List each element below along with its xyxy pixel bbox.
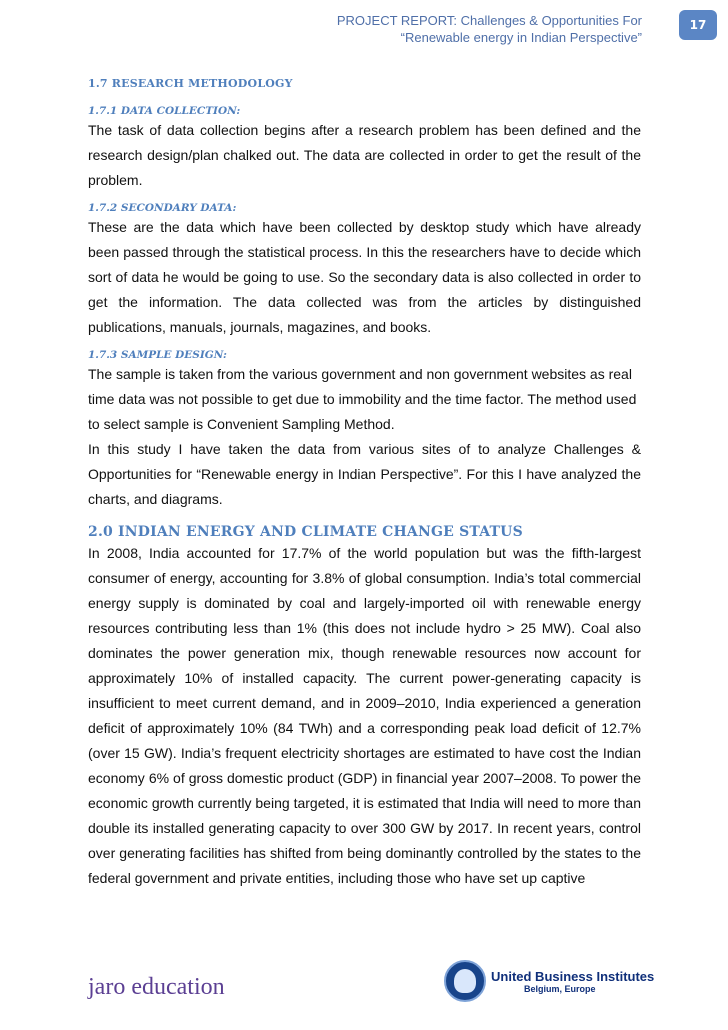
sample-design-paragraph-1: The sample is taken from the various government and non government websites as real time data was not possible to get due to immobility and the time factor. The method used to select sample is Convenient Sampling Method. bbox=[88, 366, 637, 432]
header-title-line-2: “Renewable energy in Indian Perspective” bbox=[400, 30, 642, 45]
institute-seal-icon bbox=[444, 960, 486, 1002]
institute-location: Belgium, Europe bbox=[524, 984, 596, 994]
running-header bbox=[222, 12, 642, 46]
energy-status-paragraph: In 2008, India accounted for 17.7% of the world population but was the fifth-largest consumer of energy, accounting for 3.8% of global consumption. India’s total commercial energy supply is dominated by coal and largely-imported oil with renewable energy resources contributing less than 1% (this does not include hydro > 25 MW). Coal also dominates the power generation mix, though renewable resources now account for approximately 10% of installed capacity. The current power-generating capacity is insufficient to meet current demand, and in 2009–2010, India experienced a generation deficit of approximately 10% (84 TWh) and a corresponding peak load deficit of 12.7% (over 15 GW). India’s frequent electricity shortages are estimated to have cost the Indian economy 6% of gross domestic product (GDP) in financial year 2007–2008. To power the economic growth currently being targeted, it is estimated that India will need to more than double its installed generating capacity to over 300 GW by 2017. In recent years, control over generating facilities has shifted from being dominantly controlled by the states to the federal government and private entities, including those who have set up captive bbox=[88, 545, 641, 886]
secondary-data-paragraph: These are the data which have been collected by desktop study which have already been passed through the statistical process. In this the researchers have to decide which sort of data he would be going to use. So the secondary data is also collected in order to get the information. The data collected was from the articles by distinguished publications, manuals, journals, magazines, and books. bbox=[88, 219, 641, 335]
page-number-badge: 17 bbox=[679, 10, 717, 40]
research-methodology-heading: 1.7 RESEARCH METHODOLOGY bbox=[88, 77, 293, 90]
jaro-education-brand: jaro education bbox=[88, 974, 225, 1000]
data-collection-heading: 1.7.1 DATA COLLECTION: bbox=[88, 105, 241, 117]
secondary-data-heading: 1.7.2 SECONDARY DATA: bbox=[88, 202, 237, 214]
data-collection-paragraph: The task of data collection begins after a research problem has been defined and the research design/plan chalked out. The data are collected in order to get the result of the problem. bbox=[88, 122, 641, 188]
energy-status-heading: 2.0 INDIAN ENERGY AND CLIMATE CHANGE STATUS bbox=[88, 524, 523, 540]
institute-name: United Business Institutes bbox=[491, 969, 655, 984]
header-title-line-1: PROJECT REPORT: Challenges & Opportunities For bbox=[336, 13, 642, 28]
united-business-institutes-logo bbox=[444, 960, 655, 1008]
main-content bbox=[88, 76, 641, 891]
sample-design-paragraph-2: In this study I have taken the data from various sites of to analyze Challenges & Opportunities for “Renewable energy in Indian Perspective”. For this I have analyzed the charts, and diagrams. bbox=[88, 441, 641, 507]
sample-design-heading: 1.7.3 SAMPLE DESIGN: bbox=[88, 349, 227, 361]
